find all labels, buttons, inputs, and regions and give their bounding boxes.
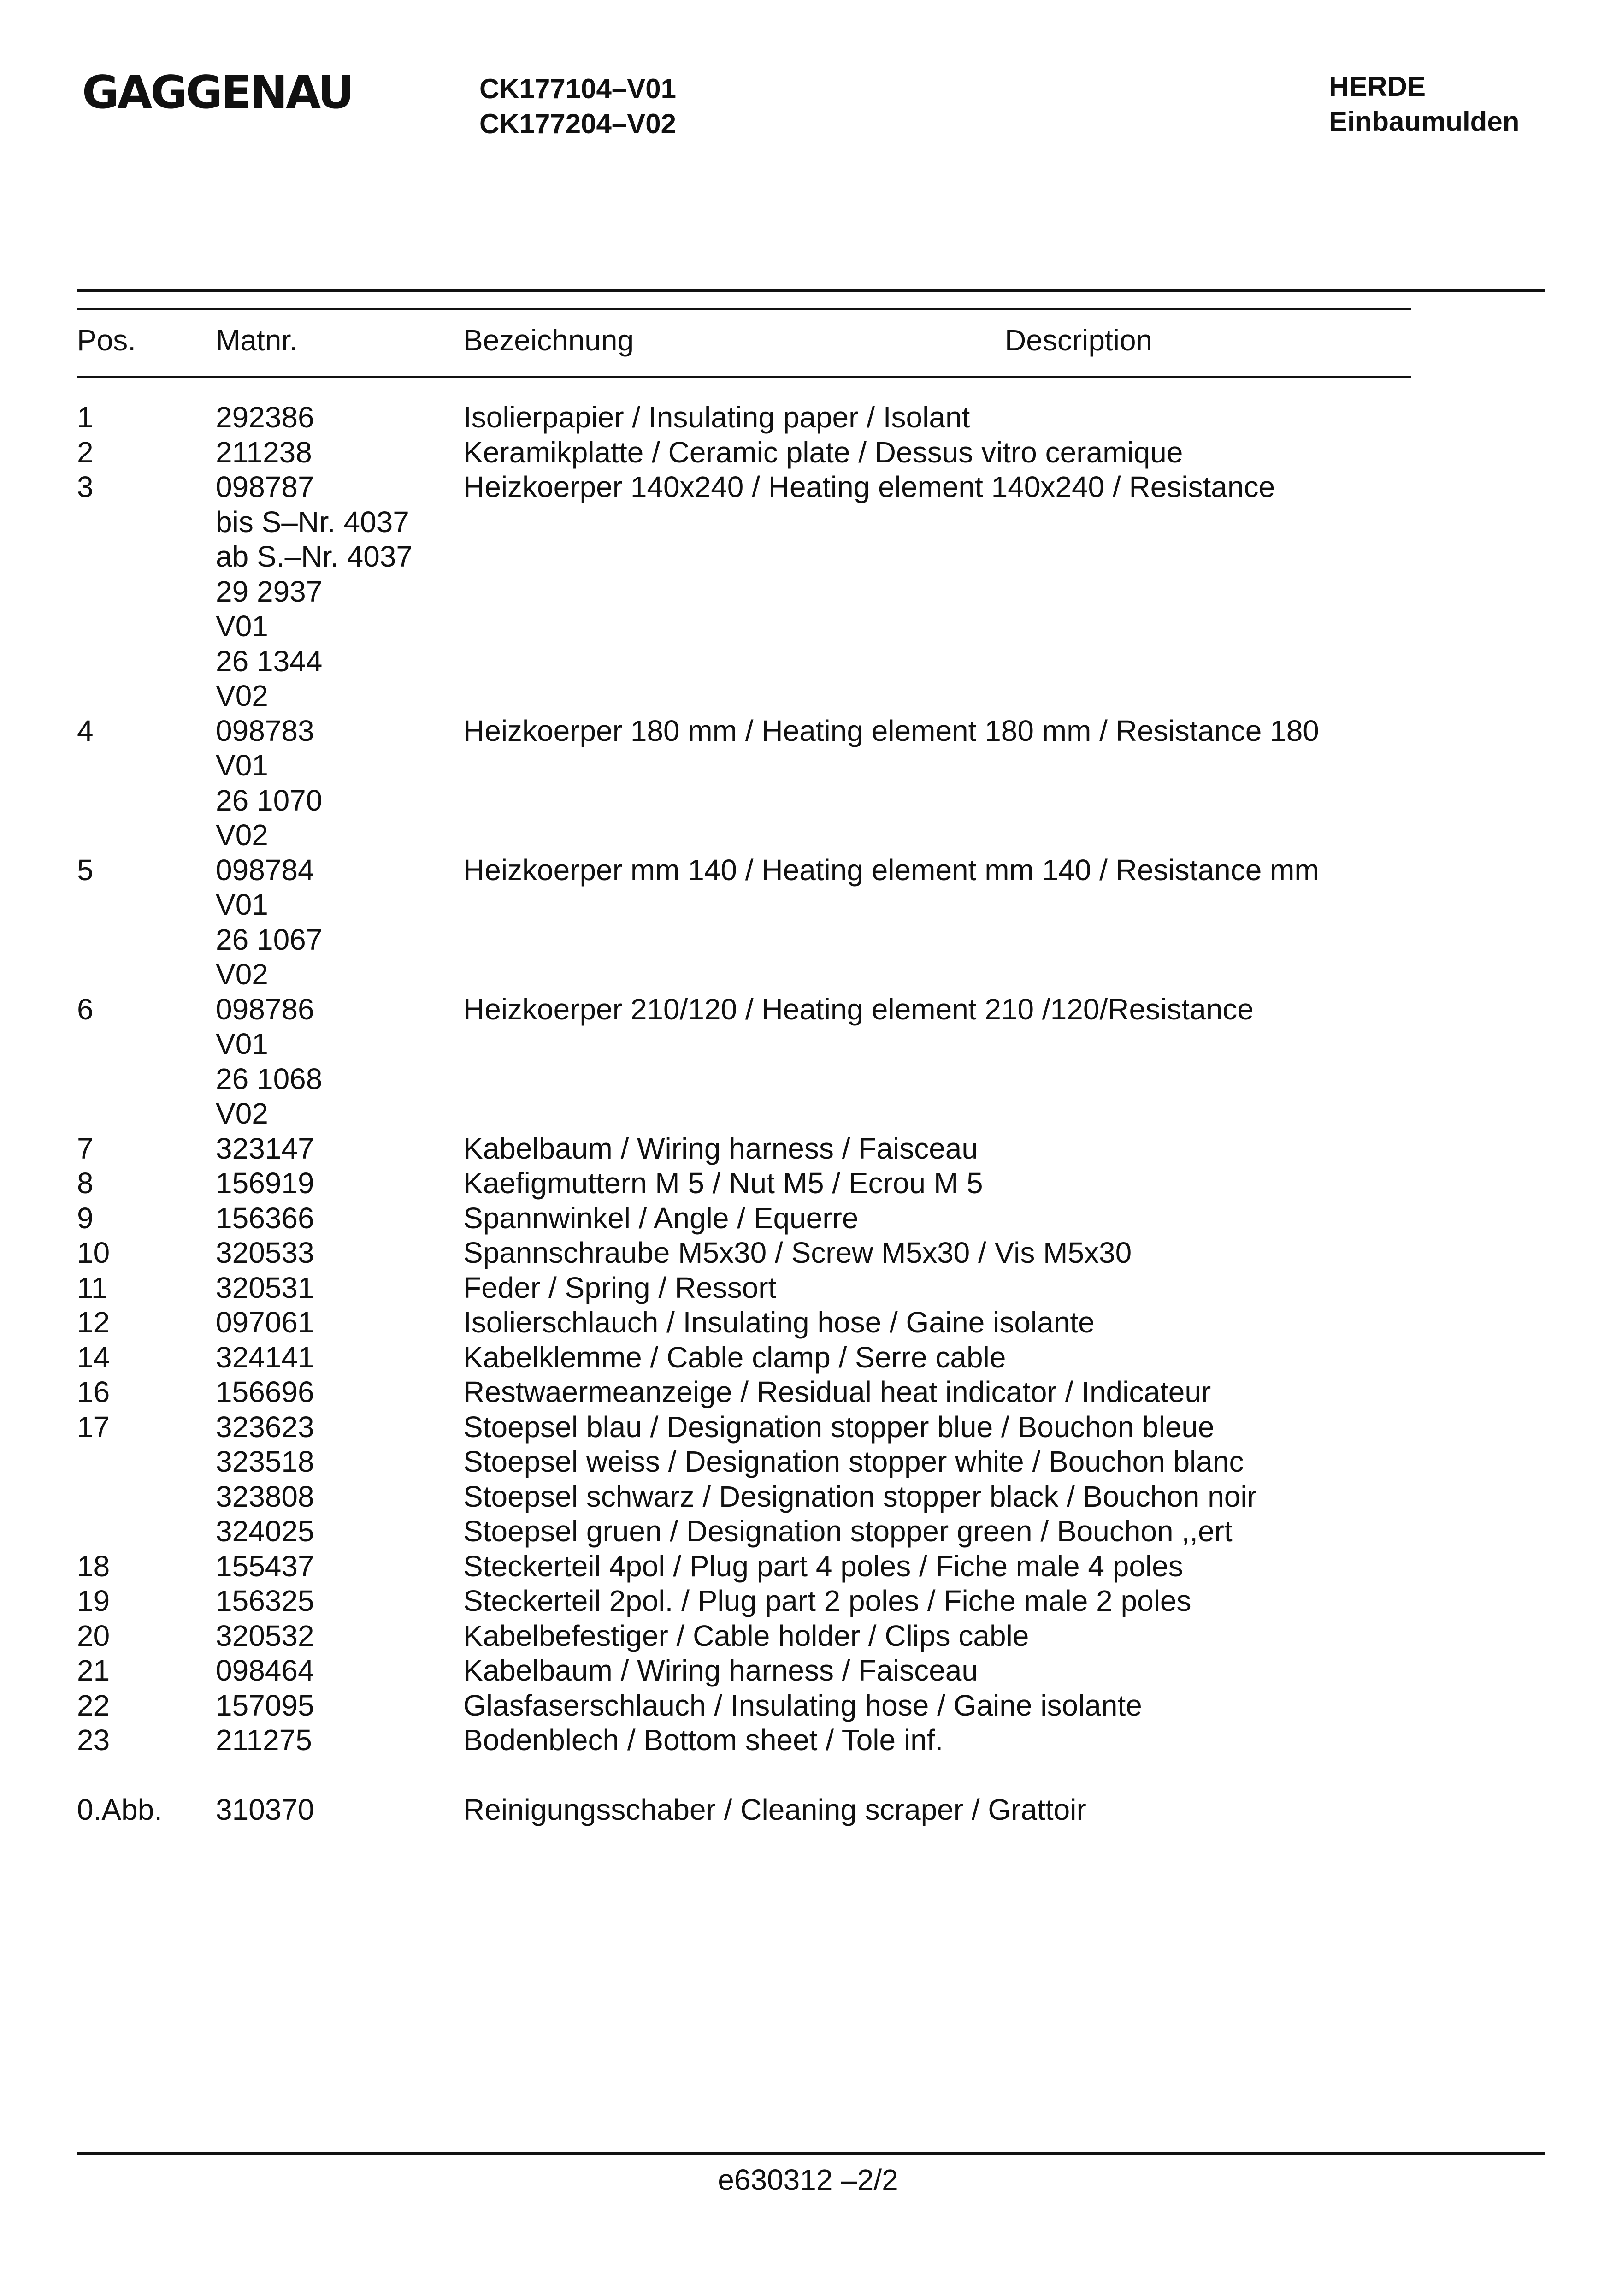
bezeichnung-cell: Kabelbefestiger / Cable holder / Clips cable xyxy=(463,1619,1029,1652)
table-row xyxy=(77,400,1414,435)
matnr-cell: 157095 xyxy=(216,1688,314,1722)
table-row xyxy=(77,714,1414,749)
matnr-cell: 156919 xyxy=(216,1166,314,1200)
matnr-cell: 324141 xyxy=(216,1340,314,1374)
bezeichnung-cell: Steckerteil 2pol. / Plug part 2 poles / Fiche male 2 poles xyxy=(463,1584,1191,1617)
matnr-cell: 098787 xyxy=(216,470,314,503)
bezeichnung-cell: Isolierschlauch / Insulating hose / Gaine isolante xyxy=(463,1306,1095,1339)
table-row xyxy=(77,1653,1414,1688)
matnr-cell: V01 xyxy=(216,610,268,643)
footer-divider xyxy=(77,2152,1545,2155)
table-row xyxy=(77,1688,1414,1723)
pos-cell: 5 xyxy=(77,853,94,887)
matnr-cell: 097061 xyxy=(216,1306,314,1339)
table-row xyxy=(77,1793,1414,1828)
bezeichnung-cell: Reinigungsschaber / Cleaning scraper / Grattoir xyxy=(463,1793,1086,1826)
table-row xyxy=(77,1549,1414,1584)
bezeichnung-cell: Heizkoerper 180 mm / Heating element 180 mm / Resistance 180 xyxy=(463,714,1319,747)
table-row xyxy=(77,1584,1414,1619)
model-numbers xyxy=(479,71,676,142)
matnr-cell: 098786 xyxy=(216,992,314,1026)
bezeichnung-cell: Stoepsel gruen / Designation stopper green / Bouchon ,,ert xyxy=(463,1515,1233,1548)
table-row xyxy=(77,679,1414,714)
table-row xyxy=(77,1305,1414,1340)
pos-cell: 16 xyxy=(77,1375,110,1408)
pos-cell: 6 xyxy=(77,992,94,1026)
table-header-top-rule xyxy=(77,308,1411,310)
pos-cell: 17 xyxy=(77,1410,110,1444)
table-row xyxy=(77,644,1414,679)
pos-cell: 14 xyxy=(77,1340,110,1374)
table-row xyxy=(77,1201,1414,1236)
matnr-cell: V02 xyxy=(216,818,268,852)
table-row xyxy=(77,992,1414,1027)
pos-cell: 21 xyxy=(77,1654,110,1687)
category-subtitle: Einbaumulden xyxy=(1329,106,1520,137)
table-row xyxy=(77,748,1414,783)
matnr-cell: 320532 xyxy=(216,1619,314,1652)
table-row xyxy=(77,1410,1414,1445)
bezeichnung-cell: Keramikplatte / Ceramic plate / Dessus vitro ceramique xyxy=(463,435,1183,469)
table-row xyxy=(77,888,1414,923)
bezeichnung-cell: Kabelklemme / Cable clamp / Serre cable xyxy=(463,1340,1006,1374)
table-row xyxy=(77,1236,1414,1271)
bezeichnung-cell: Stoepsel schwarz / Designation stopper black / Bouchon noir xyxy=(463,1479,1257,1513)
table-row xyxy=(77,574,1414,610)
matnr-cell: 320533 xyxy=(216,1236,314,1269)
matnr-cell: 324025 xyxy=(216,1515,314,1548)
bezeichnung-cell: Spannwinkel / Angle / Equerre xyxy=(463,1201,859,1235)
table-header-bottom-rule xyxy=(77,376,1411,378)
bezeichnung-cell: Restwaermeanzeige / Residual heat indicator / Indicateur xyxy=(463,1375,1211,1408)
matnr-cell: V02 xyxy=(216,958,268,991)
pos-cell: 18 xyxy=(77,1549,110,1583)
table-row xyxy=(77,1375,1414,1410)
matnr-cell: ab S.–Nr. 4037 xyxy=(216,540,413,573)
gaggenau-logo: GAGGENAU xyxy=(82,66,353,119)
pos-cell: 4 xyxy=(77,714,94,747)
column-header-matnr: Matnr. xyxy=(216,324,298,357)
pos-cell: 9 xyxy=(77,1201,94,1235)
matnr-cell: V01 xyxy=(216,749,268,782)
table-row xyxy=(77,1444,1414,1479)
bezeichnung-cell: Heizkoerper 210/120 / Heating element 210 /120/Resistance xyxy=(463,992,1254,1026)
table-row xyxy=(77,609,1414,644)
matnr-cell: 323147 xyxy=(216,1131,314,1165)
model-number-1: CK177104–V01 xyxy=(479,73,677,104)
bezeichnung-cell: Kabelbaum / Wiring harness / Faisceau xyxy=(463,1654,978,1687)
table-row xyxy=(77,1340,1414,1375)
matnr-cell: 320531 xyxy=(216,1271,314,1304)
matnr-cell: 098783 xyxy=(216,714,314,747)
matnr-cell: 292386 xyxy=(216,401,314,434)
table-row xyxy=(77,1723,1414,1758)
model-number-2: CK177204–V02 xyxy=(479,108,677,139)
table-row xyxy=(77,1027,1414,1062)
table-row xyxy=(77,1514,1414,1549)
table-row xyxy=(77,923,1414,958)
table-row xyxy=(77,1062,1414,1097)
pos-cell: 10 xyxy=(77,1236,110,1269)
table-row xyxy=(77,957,1414,992)
column-header-description: Description xyxy=(1005,324,1153,357)
bezeichnung-cell: Spannschraube M5x30 / Screw M5x30 / Vis M5x30 xyxy=(463,1236,1132,1269)
matnr-cell: 156325 xyxy=(216,1584,314,1617)
pos-cell: 11 xyxy=(77,1271,108,1304)
table-row xyxy=(77,818,1414,853)
matnr-cell: bis S–Nr. 4037 xyxy=(216,505,409,538)
matnr-cell: 098464 xyxy=(216,1654,314,1687)
table-row xyxy=(77,1166,1414,1201)
table-row xyxy=(77,1619,1414,1654)
matnr-cell: V02 xyxy=(216,1097,268,1130)
matnr-cell: 310370 xyxy=(216,1793,314,1826)
matnr-cell: 26 1068 xyxy=(216,1062,323,1095)
product-category xyxy=(1329,69,1519,139)
bezeichnung-cell: Glasfaserschlauch / Insulating hose / Gaine isolante xyxy=(463,1688,1142,1722)
pos-cell: 22 xyxy=(77,1688,110,1722)
bezeichnung-cell: Bodenblech / Bottom sheet / Tole inf. xyxy=(463,1723,944,1757)
table-row xyxy=(77,1479,1414,1515)
matnr-cell: 156696 xyxy=(216,1375,314,1408)
parts-table-body xyxy=(77,400,1414,1828)
matnr-cell: 323808 xyxy=(216,1479,314,1513)
table-row xyxy=(77,1271,1414,1306)
matnr-cell: 211275 xyxy=(216,1723,312,1757)
top-divider xyxy=(77,289,1545,292)
matnr-cell: 323518 xyxy=(216,1445,314,1478)
matnr-cell: 323623 xyxy=(216,1410,314,1444)
table-row xyxy=(77,505,1414,540)
table-row xyxy=(77,1131,1414,1166)
matnr-cell: 26 1344 xyxy=(216,644,323,678)
document-id: e630312 –2/2 xyxy=(718,2163,898,2196)
matnr-cell: 155437 xyxy=(216,1549,314,1583)
pos-cell: 7 xyxy=(77,1131,94,1165)
matnr-cell: 098784 xyxy=(216,853,314,887)
matnr-cell: 26 1070 xyxy=(216,783,323,817)
matnr-cell: 26 1067 xyxy=(216,923,323,956)
bezeichnung-cell: Heizkoerper mm 140 / Heating element mm 140 / Resistance mm xyxy=(463,853,1319,887)
table-row xyxy=(77,853,1414,888)
pos-cell: 19 xyxy=(77,1584,110,1617)
column-header-bezeichnung: Bezeichnung xyxy=(463,324,634,357)
pos-cell: 20 xyxy=(77,1619,110,1652)
bezeichnung-cell: Steckerteil 4pol / Plug part 4 poles / Fiche male 4 poles xyxy=(463,1549,1183,1583)
matnr-cell: 156366 xyxy=(216,1201,314,1235)
pos-cell: 8 xyxy=(77,1166,94,1200)
table-row xyxy=(77,1096,1414,1131)
bezeichnung-cell: Feder / Spring / Ressort xyxy=(463,1271,777,1304)
pos-cell: 2 xyxy=(77,435,94,469)
bezeichnung-cell: Isolierpapier / Insulating paper / Isolant xyxy=(463,401,970,434)
bezeichnung-cell: Stoepsel blau / Designation stopper blue / Bouchon bleue xyxy=(463,1410,1215,1444)
matnr-cell: V02 xyxy=(216,679,268,712)
table-row xyxy=(77,783,1414,818)
pos-cell: 1 xyxy=(77,401,94,434)
column-header-pos: Pos. xyxy=(77,324,136,357)
table-row xyxy=(77,470,1414,505)
bezeichnung-cell: Kabelbaum / Wiring harness / Faisceau xyxy=(463,1131,978,1165)
pos-cell: 0.Abb. xyxy=(77,1793,163,1826)
matnr-cell: V01 xyxy=(216,1027,268,1060)
bezeichnung-cell: Stoepsel weiss / Designation stopper white / Bouchon blanc xyxy=(463,1445,1244,1478)
table-row xyxy=(77,435,1414,470)
pos-cell: 23 xyxy=(77,1723,110,1757)
matnr-cell: 29 2937 xyxy=(216,574,323,608)
matnr-cell: 211238 xyxy=(216,435,312,469)
pos-cell: 3 xyxy=(77,470,94,503)
category-title: HERDE xyxy=(1329,71,1426,102)
matnr-cell: V01 xyxy=(216,888,268,921)
bezeichnung-cell: Heizkoerper 140x240 / Heating element 140x240 / Resistance xyxy=(463,470,1275,503)
table-row xyxy=(77,539,1414,574)
pos-cell: 12 xyxy=(77,1306,110,1339)
bezeichnung-cell: Kaefigmuttern M 5 / Nut M5 / Ecrou M 5 xyxy=(463,1166,983,1200)
